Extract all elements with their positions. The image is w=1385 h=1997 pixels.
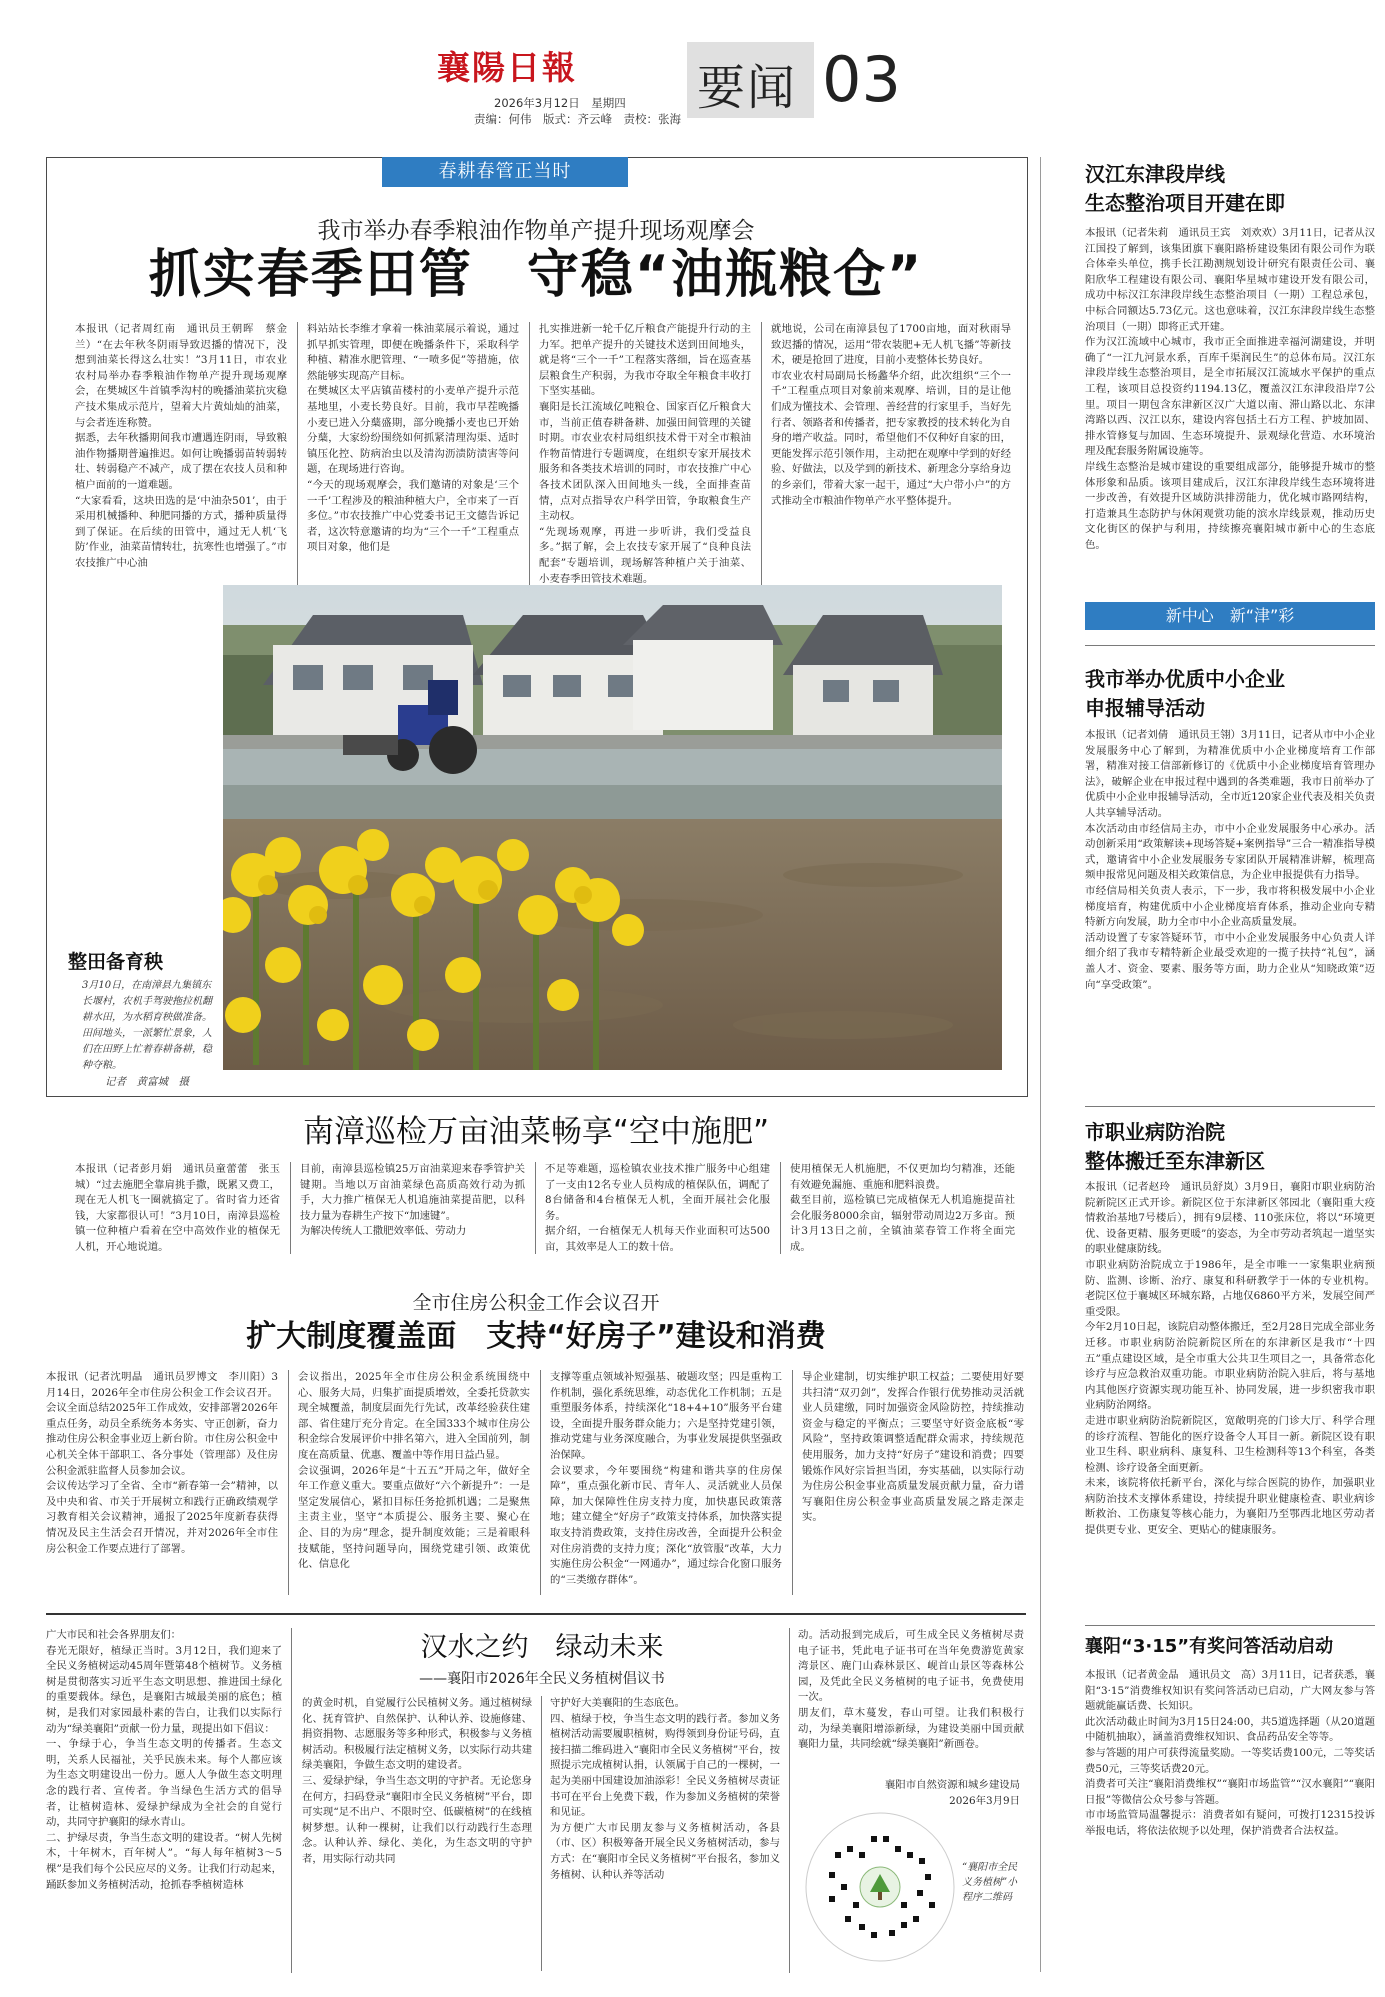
editor-credits: 责编：何伟 版式：齐云峰 责校：张海 [474,112,681,126]
sidebar-story3-body: 本报讯（记者赵玲 通讯员舒岚）3月9日，襄阳市职业病防治院新院区正式开诊。新院区位于东津新区邻园北（襄阳重大疫情救治基地7号楼后），拥有9层楼、110张床位，将以“环境更优、设备更精、服务更暖”的姿态，为全市劳动者筑起一道坚实的职业健康防线。 市职业病防治院成立于1986年，是全市唯一一家集职业病预防、监测、诊断、治疗、康复和科研教学于一体的专业机构。老院区位于襄城区环城东路，占地仅6860平方米，发展空间严重受限。 今年2月10日起，该院启动整体搬迁，至2月28日完成全部业务迁移。市职业病防治院新院区所在的东津新区是我市“十四五”重点建设区域，是全市重大公共卫生项目之一，具备常态化诊疗与应急救治双重功能。市职业病防治院入驻后，将与基地内其他医疗资源实现功能互补、协同发展，进一步织密我市职业病防治网络。 走进市职业病防治院新院区，宽敞明亮的门诊大厅、科学合理的诊疗流程、智能化的医疗设备令人耳目一新。新院区设有职业卫生科、职业病科、康复科、卫生检测科等13个科室，各类检测、诊疗设备全面更新。 未来，该院将依托新平台，深化与综合医院的协作，加强职业病防治技术支撑体系建设，持续提升职业健康检查、职业病诊断救治、工伤康复等核心能力，为襄阳乃至鄂西北地区劳动者提供更专业、更安全、更贴心的健康服务。 [1085,1181,1375,1537]
section-name: 要闻 [697,60,798,116]
lead-column-2: 料站站长李维才拿着一株油菜展示着说，通过抓早抓实管理，即便在晚播条件下，采取科学种植、精准水肥管理、“一喷多促”等措施，依然能够实现高产目标。 在樊城区太平店镇苗楼村的小麦单产提升示范基地里，小麦长势良好。目前，我市早茬晚播小麦已进入分蘖盛期，部分晚播小麦也已开始分蘖，大家纷纷围绕如何抓紧清理沟渠、适时镇压化控、防病治虫以及清沟沥渍防渍害等问题，在现场进行咨询。 “今天的现场观摩会，我们邀请的对象是‘三个一千’工程涉及的粮油种植大户，全市来了一百多位。”市农技推广中心党委书记王文德告诉记者，这次特意邀请的均为“三个一千”工程重点项目对象，他们是 [307,323,519,554]
masthead [0,0,1385,128]
lead-headline: 抓实春季田管 守稳“油瓶粮仓” [148,245,924,305]
photo-caption-body: 3月10日，在南漳县九集镇东长堰村，农机手驾驶拖拉机翻耕水田，为水稻育秧做准备。田间地头，一派繁忙景象，人们在田野上忙着春耕备耕，稳种夺粮。 [82,980,212,1071]
page-number: 03 [822,43,901,116]
feature2-column-2: 会议指出，2025年全市住房公积金系统围绕中心、服务大局，归集扩面提质增效，全委托贷款实现全城覆盖，制度层面先行先试，改革经验获住建部、省住建厅充分肯定。在全国333个城市住房公积金综合发展评价中排名第六，进入全国前列，制度在高质量、优惠、覆盖中等作用日益凸显。 会议强调，2026年是“十五五”开局之年，做好全年工作意义重大。要重点做好“六个新提升”：一是坚定发展信心，紧扣目标任务抢抓机遇；二是聚焦主责主业，坚守“本质提公、服务主要、聚心在企、目的为房”理念，提升制度效能；三是着眼科技赋能，坚持问题导向，围绕党建引领、政策优化、信息化 [298,1371,530,1571]
feature1-column-3: 不足等难题，巡检镇农业技术推广服务中心组建了一支由12名专业人员构成的植保队伍，调配了8台储备和4台植保无人机，全面开展社会化服务。 据介绍，一台植保无人机每天作业面积可达500亩，其效率是人工的数十倍。 [545,1163,770,1253]
signoff-org: 襄阳市自然资源和城乡建设局 [884,1779,1020,1791]
bottom-letter-column: 广大市民和社会各界朋友们： 春光无限好，植绿正当时。3月12日，我们迎来了全民义务植树运动45周年暨第48个植树节。义务植树是贯彻落实习近平生态文明思想、推进国土绿化的重要载体。绿色，是襄阳古城最美丽的底色；植树，是我们对家园最朴素的告白，让我们以实际行动为“绿美襄阳”贡献一份力量，现提出如下倡议： 一、争绿于心，争当生态文明的传播者。生态文明，关系人民福祉，关乎民族未来。每个人都应该为生态文明建设出一份力。愿人人争做生态文明理念的践行者、宣传者。争当绿色生活方式的倡导者，让植树造林、爱绿护绿成为全社会的自觉行动，共同守护襄阳的绿水青山。 二、护绿尽责，争当生态文明的建设者。“树人先树木，十年树木，百年树人”。“每人每年植树3～5棵”是我们每个公民应尽的义务。让我们行动起来，踊跃参加义务植树活动，抢抓春季植树造林 [46,1629,282,1891]
sidebar-story4-body: 本报讯（记者黄金晶 通讯员文 高）3月11日，记者获悉，襄阳“3·15”消费维权知识有奖问答活动已启动，广大网友参与答题就能赢话费、长知识。 此次活动截止时间为3月15日24:00，共5道选择题（从20道题中随机抽取），涵盖消费维权知识、食品药品安全等等。 参与答题的用户可获得流量奖励。一等奖话费100元，二等奖话费50元，三等奖话费20元。 消费者可关注“襄阳消费维权”“襄阳市场监管”“汉水襄阳”“襄阳日报”等微信公众号参与答题。 市市场监管局温馨提示：消费者如有疑问，可拨打12315投诉举报电话，将依法依规予以处理，保护消费者合法权益。 [1085,1669,1375,1837]
photo-credit: 记者 黄富城 摄 [105,1076,189,1088]
feature1-headline: 南漳巡检万亩油菜畅享“空中施肥” [302,1114,770,1150]
lead-column-3: 扎实推进新一轮千亿斤粮食产能提升行动的主力军。把单产提升的关键技术送到田间地头，就是将“三个一千”工程落实落细，旨在巡查基层粮食生产积弱，为我市夺取全年粮食丰收打下坚实基础。 襄阳是长江流域亿吨粮仓、国家百亿斤粮食大市，当前正值春耕备耕、加强田间管理的关键时期。市农业农村局组织技术骨干对全市粮油作物苗情进行专题调度，在组织专家开展技术服务和各类技术培训的同时，市农技推广中心各技术团队深入田间地头一线，全面排查苗情，点对点指导农户科学田管，争取粮食生产主动权。 “先现场观摩，再进一步听讲，我们受益良多。”据了解，会上农技专家开展了“良种良法配套”专题培训，现场解答种植户关于油菜、小麦春季田管技术难题。 [539,323,751,585]
sidebar-story4-title: 襄阳“3·15”有奖问答活动启动 [1085,1636,1334,1657]
sidebar-banner: 新中心 新“津”彩 [1085,602,1375,630]
photo-caption-title: 整田备育秧 [68,951,164,973]
sidebar-story2-body: 本报讯（记者刘倩 通讯员王翎）3月11日，记者从市中小企业发展服务中心了解到，为精准优质中小企业梯度培育工作部署，精准对接工信部新修订的《优质中小企业梯度培育管理办法》，破解企业在申报过程中遇到的各类难题，我市日前举办了优质中小企业申报辅导活动，全市近120家企业代表及相关负责人共享辅导活动。 本次活动由市经信局主办，市中小企业发展服务中心承办。活动创新采用“政策解读+现场答疑+案例指导”三合一精准指导模式，邀请省中小企业发展服务专家团队开展精准讲解，梳理高频申报常见问题及相关政策信息，为企业申报提供有力指导。 市经信局相关负责人表示，下一步，我市将积极发展中小企业梯度培育，构建优质中小企业梯度培育体系，推动企业向专精特新方向发展，助力全市中小企业高质量发展。 活动设置了专家答疑环节，市中小企业发展服务中心负责人详细介绍了我市专精特新企业最受欢迎的一揽子扶持“礼包”，涵盖人才、资金、要素、服务等方面，助力企业从“知晓政策”迈向“享受政策”。 [1085,729,1375,991]
sidebar-story3-title: 市职业病防治院 整体搬迁至东津新区 [1085,1120,1265,1173]
bottom-kicker: ——襄阳市2026年全民义务植树倡议书 [419,1671,665,1687]
feature2-column-4: 导企业建制，切实维护职工权益；二要使用好要共扫清“双刃剑”，发挥合作银行优势推动灵活就业人员建缴，同时加强资金风险防控，持续推动资金与稳定的平衡点；三要坚守好资金底板“零风险”，坚持政策调整适配群众需求，持续规范使用服务，加力支持“好房子”建设和消费；四要锻炼作风好宗旨担当团，夯实基础，以实际行动为住房公积金事业高质量发展贡献力量，奋力谱写襄阳住房公积金事业高质量发展之路走深走实。 [802,1371,1024,1524]
bottom-column-4: 动。活动报到完成后，可生成全民义务植树尽责电子证书，凭此电子证书可在当年免费游览黄家湾景区、鹿门山森林景区、岘首山景区等森林公园，及凭此全民义务植树的电子证书，免费使用一次。 朋友们，草木蔓发，春山可望。让我们积极行动，为绿美襄阳增添新绿，为建设美丽中国贡献襄阳力量，共同绘就“绿美襄阳”新画卷。 [798,1629,1024,1751]
feature2-column-1: 本报讯（记者沈明晶 通讯员罗博文 李川阳）3月14日，2026年全市住房公积金工作会议召开。会议全面总结2025年工作成效，安排部署2026年重点任务，动员全系统务本务实、守正创新，奋力推动住房公积金事业迈上新台阶。市住房公积金中心机关全体干部职工、各分事处（管理部）及住房公积金派驻监督人员参加会议。 会议传达学习了全省、全市“新春第一会”精神，以及中央和省、市关于开展树立和践行正确政绩观学习教育相关会议精神，通报了2025年度新春获得情况及民主生活会召开情况，并对2026年全市住房公积金工作要点进行了部署。 [46,1371,278,1555]
bottom-column-2: 的黄金时机，自觉履行公民植树义务。通过植树绿化、抚育管护、自然保护、认种认养、设施修建、捐资捐物、志愿服务等多种形式，积极参与义务植树活动。积极履行法定植树义务，以实际行动共建绿美襄阳，争做生态文明的建设者。 三、爱绿护绿，争当生态文明的守护者。无论您身在何方，扫码登录“襄阳市全民义务植树”平台，即可实现“足不出户、不限时空、低碳植树”的在线植树梦想。认种一棵树，让我们以行动践行生态理念。认种认养、绿化、美化，为生态文明的守护者，用实际行动共同 [302,1697,532,1865]
lead-photo [223,585,1002,1070]
field-photo-illustration [223,585,1002,1070]
bottom-headline: 汉水之约 绿动未来 [420,1632,664,1663]
sidebar-story1-body: 本报讯（记者朱莉 通讯员王宾 刘欢欢）3月11日，记者从汉江国投了解到，该集团旗下襄阳路桥建设集团有限公司作为联合体牵头单位，携手长江勘测规划设计研究有限责任公司、襄阳欣华工程建设有限公司、襄阳华星城市建设开发有限公司，成功中标汉江东津段岸线生态整治项目（一期）工程总承包，中标合同额达5.73亿元。这也意味着，汉江东津段岸线生态整治项目（一期）即将正式开建。 作为汉江流域中心城市，我市正全面推进幸福河湖建设，并明确了“一江九河景水系，百库千渠润民生”的总体布局。汉江东津段岸线生态整治项目，是全市拓展汉江流域水平保护的重点工程，该项目总投资约1194.13亿，覆盖汉江东津段沿岸7公里。项目一期包含东津新区汉广大道以南、滞山路以北、东津湾路以西、汉江以东，建设内容包括土石方工程、护坡加固、排水管修复与加固、生态环境提升、景观绿化营造、水环境治理及配套服务附属设施等。 岸线生态整治是城市建设的重要组成部分，能够提升城市的整体形象和品质。该项目建成后，汉江东津段岸线生态环境将进一步改善，有效提升区域防洪排涝能力，优化城市路网结构，打造兼具生态防护与休闲观赏功能的滨水岸线景观，推动历史文化街区的保护与利用，持续擦亮襄阳城市新中心的生态底色。 [1085,227,1375,551]
lead-kicker: 我市举办春季粮油作物单产提升现场观摩会 [317,218,755,244]
feature1-column-2: 目前，南漳县巡检镇25万亩油菜迎来春季管护关键期。当地以万亩油菜绿色高质高效行动为抓手，大力推广植保无人机追施油菜提苗肥，以科技力量为春耕生产按下“加速键”。 为解决传统人工撒肥效率低、劳动力 [300,1163,525,1238]
qr-code-graphic [805,1812,955,1962]
feature2-column-3: 支撑等重点领域补短强基、破题攻坚；四是重构工作机制，强化系统思维，动态优化工作机制；五是重塑服务体系，持续深化“18+4+10”服务平台建设，全面提升服务群众能力；六是坚持党建引领，推动党建与业务深度融合，为事业发展提供坚强政治保障。 会议要求，今年要围绕“构建和谐共享的住房保障”，重点强化新市民、青年人、灵活就业人员保障，加大保障性住房支持力度，加快惠民政策落地；建立健全“好房子”政策支持体系，加快落实提取支持消费政策，支持住房改善，全面提升公积金对住房消费的支持力度；深化“放管服”改革，大力实施住房公积金“一网通办”，通过综合化窗口服务的“三类缴存群体”。 [550,1371,782,1586]
bottom-column-3: 守护好大美襄阳的生态底色。 四、植绿于校，争当生态文明的践行者。参加义务植树活动需要履职植树，购得领到身份证号码，直接扫描二维码进入“襄阳市全民义务植树”平台，按照提示完成植树认捐，认领属于自己的一棵树，一起为美丽中国建设加油添彩！全民义务植树尽责证书可在平台上免费下载，作为参加义务植树的荣誉和见证。 为方便广大市民朋友参与义务植树活动，各县（市、区）积极筹备开展全民义务植树活动，参与方式：在“襄阳市全民义务植树”平台报名，参加义务植树、认种认养等活动 [550,1697,780,1881]
topic-banner: 春耕春管正当时 [382,157,628,187]
issue-date: 2026年3月12日 星期四 [494,96,626,110]
qr-code[interactable] [805,1812,955,1962]
feature2-headline: 扩大制度覆盖面 支持“好房子”建设和消费 [246,1319,826,1354]
qr-caption: “襄阳市全民义务植树”小程序二维码 [962,1862,1018,1903]
feature1-column-1: 本报讯（记者彭月娟 通讯员童蕾蕾 张玉城）“过去施肥全靠肩挑手撒，既累又费工，现在无人机飞一圈就搞定了。省时省力还省钱，大家都很认可！”3月10日，南漳县巡检镇一位种植户看着在空中高效作业的植保无人机，开心地说道。 [75,1163,280,1253]
sidebar-story1-title: 汉江东津段岸线 生态整治项目开建在即 [1085,162,1285,215]
feature2-kicker: 全市住房公积金工作会议召开 [412,1292,660,1314]
lead-column-1: 本报讯（记者周红南 通讯员王朝晖 蔡金兰）“在去年秋冬阴雨导致迟播的情况下，没想到油菜长得这么壮实！”3月11日，市农业农村局举办春季粮油作物单产提升现场观摩会，在樊城区牛首镇季沟村的晚播油菜抗灾稳产技术集成示范片，望着大片黄灿灿的油菜，与会者连连称赞。 据悉，去年秋播期间我市遭遇连阴雨，导致粮油作物播期普遍推迟。如何让晚播弱苗转弱转壮、转弱稳产不减产，成了摆在农技人员和种植户面前的一道难题。 “大家看看，这块田选的是‘中油杂501’，由于采用机械播种、种肥同播的方式，播种质量得到了保证。在后续的田管中，通过无人机‘飞防’作业，油菜苗情转壮，抗寒性也增强了。”市农技推广中心油 [75,323,287,569]
sidebar-story2-title: 我市举办优质中小企业 申报辅导活动 [1085,667,1285,720]
lead-column-4: 就地说，公司在南漳县包了1700亩地，面对秋雨导致迟播的情况，运用“带农装肥+无人机飞播”等新技术，硬是抢回了进度，目前小麦整体长势良好。 市农业农村局副局长杨蠡华介绍，此次组织“三个一千”工程重点项目对象前来观摩、培训，目的是让他们成为懂技术、会管理、善经营的行家里手，当好先行者、领路者和传播者，把专家教授的技术转化为自身的增产收益。同时，希望他们不仅种好自家的田，更能发挥示范引领作用，主动把在观摩中学到的好经验、好做法，以及学到的新技术、新理念分享给身边的乡亲们，带着大家一起干，通过“大户带小户”的方式推动全市粮油作物单产水平整体提升。 [771,323,1011,507]
newspaper-logo: 襄陽日報 [437,48,577,87]
signoff-date: 2026年3月9日 [949,1795,1020,1807]
feature1-column-4: 使用植保无人机施肥，不仅更加均匀精准，还能有效避免漏施、重施和肥料浪费。 截至目前，巡检镇已完成植保无人机追施提苗社会化服务8000余亩，辐射带动周边2万多亩。预计3月13日之前，全镇油菜春管工作将全面完成。 [790,1163,1015,1253]
